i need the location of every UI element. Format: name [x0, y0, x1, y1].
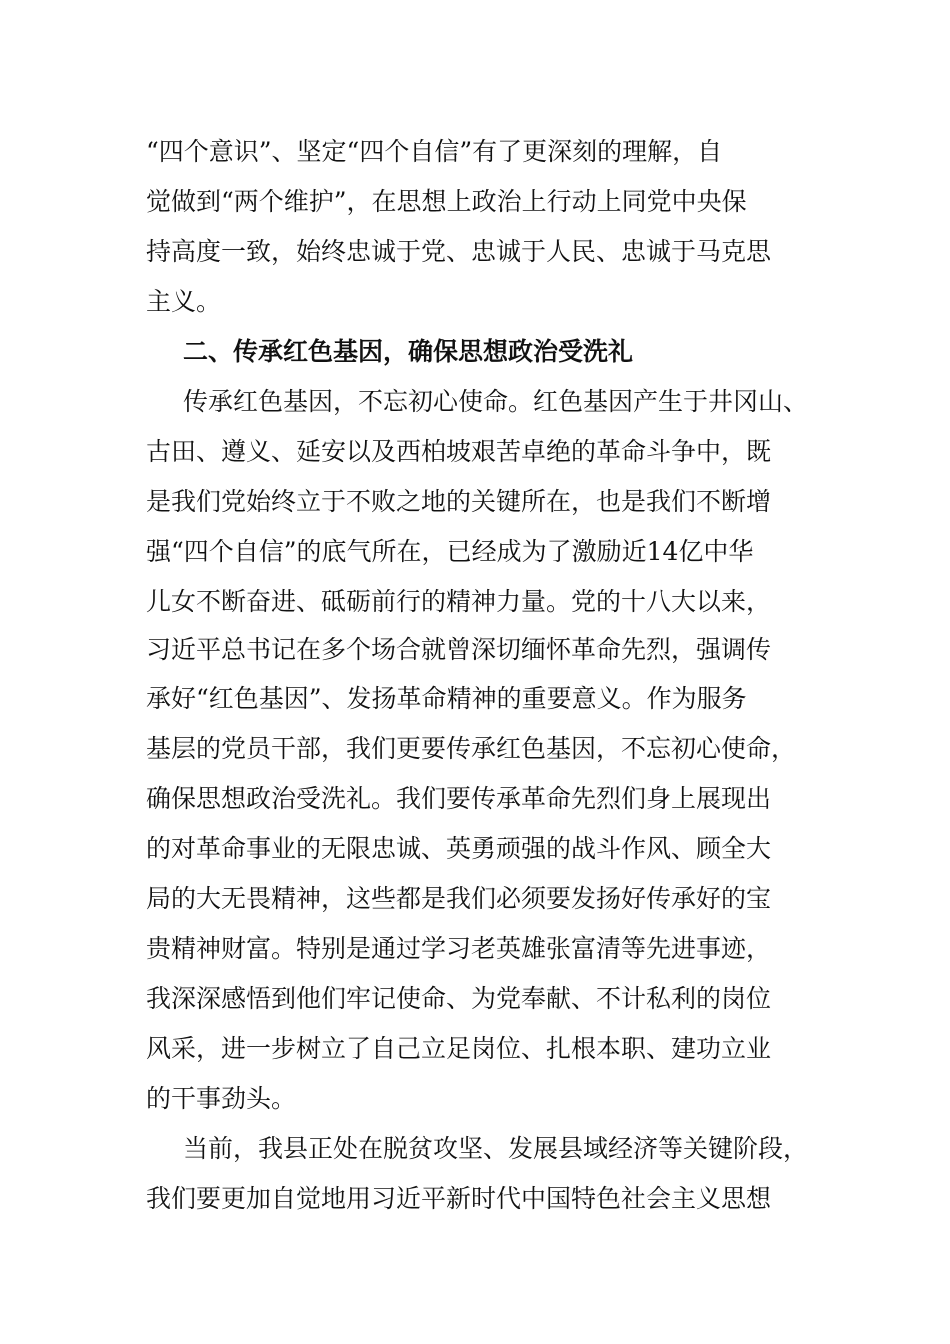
text-line: 贵精神财富。特别是通过学习老英雄张富清等先进事迹，: [146, 934, 772, 963]
section-heading: 二、传承红色基因，确保思想政治受洗礼: [183, 337, 634, 366]
text-line: 的对革命事业的无限忠诚、英勇顽强的战斗作风、顾全大: [146, 834, 772, 863]
text-line: 我深深感悟到他们牢记使命、为党奉献、不计私利的岗位: [146, 984, 772, 1013]
text-line: 的干事劲头。: [146, 1084, 297, 1113]
text-line: 觉做到“两个维护”，在思想上政治上行动上同党中央保: [146, 187, 747, 216]
text-line: 承好“红色基因”、发扬革命精神的重要意义。作为服务: [146, 684, 747, 713]
text-line: 持高度一致，始终忠诚于党、忠诚于人民、忠诚于马克思: [146, 237, 772, 266]
text-line: 确保思想政治受洗礼。我们要传承革命先烈们身上展现出: [146, 784, 772, 813]
text-line: 当前，我县正处在脱贫攻坚、发展县域经济等关键阶段，: [183, 1134, 809, 1163]
text-line: 古田、遵义、延安以及西柏坡艰苦卓绝的革命斗争中，既: [146, 437, 772, 466]
text-line: 局的大无畏精神，这些都是我们必须要发扬好传承好的宝: [146, 884, 772, 913]
text-line: 是我们党始终立于不败之地的关键所在，也是我们不断增: [146, 487, 772, 516]
text-line: 习近平总书记在多个场合就曾深切缅怀革命先烈，强调传: [146, 635, 772, 664]
text-line: 传承红色基因，不忘初心使命。红色基因产生于井冈山、: [183, 387, 809, 416]
text-line: 我们要更加自觉地用习近平新时代中国特色社会主义思想: [146, 1184, 772, 1213]
text-line: “四个意识”、坚定“四个自信”有了更深刻的理解，自: [146, 137, 723, 166]
text-line: 儿女不断奋进、砥砺前行的精神力量。党的十八大以来，: [146, 587, 772, 616]
text-line: 强“四个自信”的底气所在，已经成为了激励近14亿中华: [146, 537, 754, 566]
text-line: 主义。: [146, 287, 222, 316]
text-line: 基层的党员干部，我们更要传承红色基因，不忘初心使命，: [146, 734, 797, 763]
text-line: 风采，进一步树立了自己立足岗位、扎根本职、建功立业: [146, 1034, 772, 1063]
